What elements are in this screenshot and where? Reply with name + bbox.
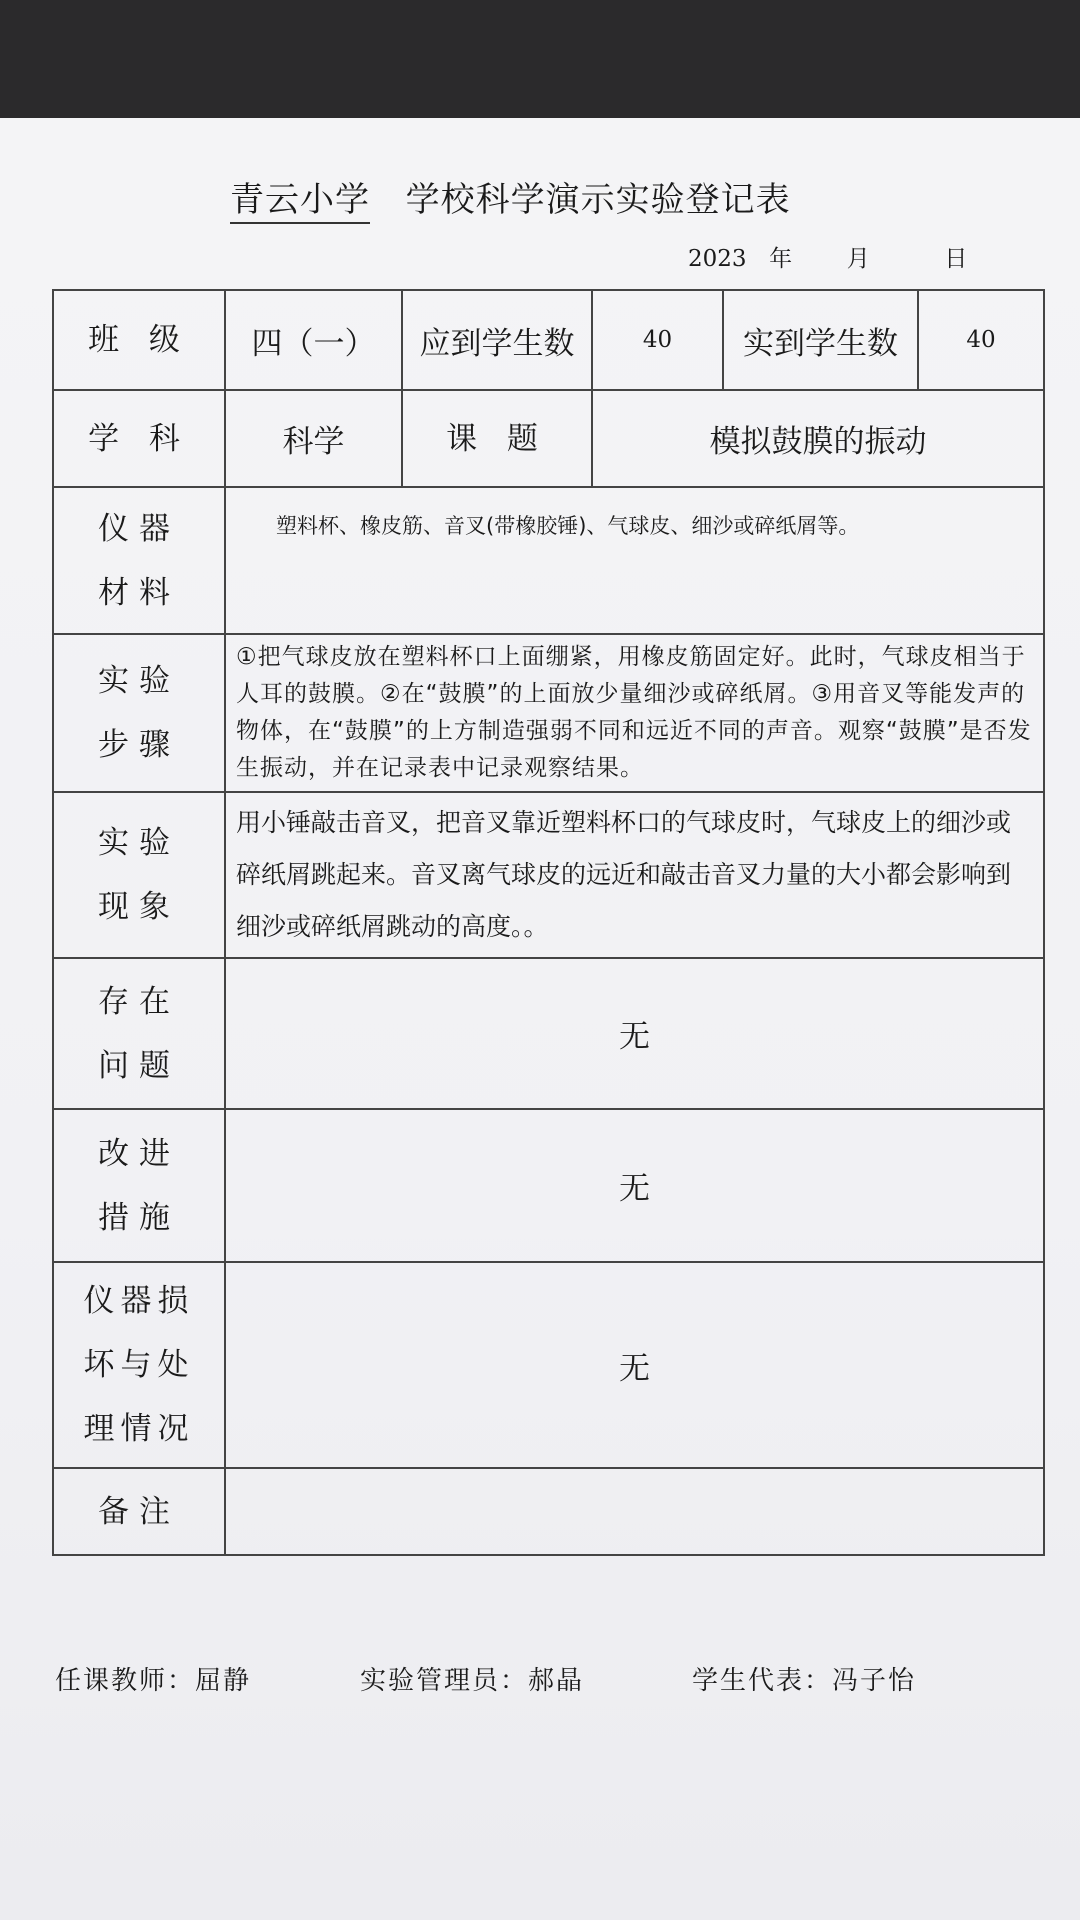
date-month-unit: 月 [846, 246, 870, 272]
remarks-label: 备注 [53, 1468, 225, 1555]
table-row [53, 792, 1044, 958]
expected-value: 40 [592, 290, 723, 390]
phenomenon-value: 用小锤敲击音叉，把音叉靠近塑料杯口的气球皮时，气球皮上的细沙或碎纸屑跳起来。音叉离气球皮的远近和敲击音叉力量的大小都会影响到细沙或碎纸屑跳动的高度。。 [225, 792, 1044, 958]
materials-label: 仪器材料 [53, 487, 225, 634]
table-row [53, 1109, 1044, 1262]
subject-value: 科学 [225, 390, 402, 487]
teacher-signature: 任课教师：屈静 [55, 1666, 252, 1696]
subject-label: 学 科 [53, 390, 225, 487]
improve-label: 改进措施 [53, 1109, 225, 1262]
date-day-unit: 日 [944, 246, 968, 272]
table-row [53, 958, 1044, 1109]
phenomenon-label: 实验现象 [53, 792, 225, 958]
problems-value: 无 [225, 958, 1044, 1109]
steps-value: ①把气球皮放在塑料杯口上面绷紧，用橡皮筋固定好。此时，气球皮相当于人耳的鼓膜。②在“鼓膜”的上面放少量细沙或碎纸屑。③用音叉等能发声的物体，在“鼓膜”的上方制造强弱不同和远近不同的声音。观察“鼓膜”是否发生振动，并在记录表中记录观察结果。 [225, 634, 1044, 792]
topic-label: 课 题 [402, 390, 592, 487]
actual-label: 实到学生数 [723, 290, 918, 390]
expected-label: 应到学生数 [402, 290, 592, 390]
table-row [53, 634, 1044, 792]
materials-value: 塑料杯、橡皮筋、音叉(带橡胶锤)、气球皮、细沙或碎纸屑等。 [225, 487, 1044, 634]
form-name: 学校科学演示实验登记表 [405, 180, 791, 220]
admin-signature: 实验管理员：郝晶 [360, 1666, 585, 1696]
table-row [53, 487, 1044, 634]
date-year: 2023 [688, 246, 747, 272]
school-name: 青云小学 [230, 180, 370, 224]
damage-value: 无 [225, 1262, 1044, 1468]
remarks-value [225, 1468, 1044, 1555]
registration-table [52, 289, 1045, 1556]
table-row [53, 1262, 1044, 1468]
table-row [53, 390, 1044, 487]
student-signature: 学生代表：冯子怡 [692, 1666, 917, 1696]
class-label: 班 级 [53, 290, 225, 390]
actual-value: 40 [918, 290, 1044, 390]
problems-label: 存在问题 [53, 958, 225, 1109]
date-line [688, 240, 967, 273]
damage-label: 仪器损坏与处理情况 [53, 1262, 225, 1468]
topic-value: 模拟鼓膜的振动 [592, 390, 1044, 487]
improve-value: 无 [225, 1109, 1044, 1262]
class-value: 四（一） [225, 290, 402, 390]
date-year-unit: 年 [769, 246, 793, 272]
page-title [230, 172, 870, 221]
table-row [53, 290, 1044, 390]
steps-label: 实验步骤 [53, 634, 225, 792]
table-row [53, 1468, 1044, 1555]
